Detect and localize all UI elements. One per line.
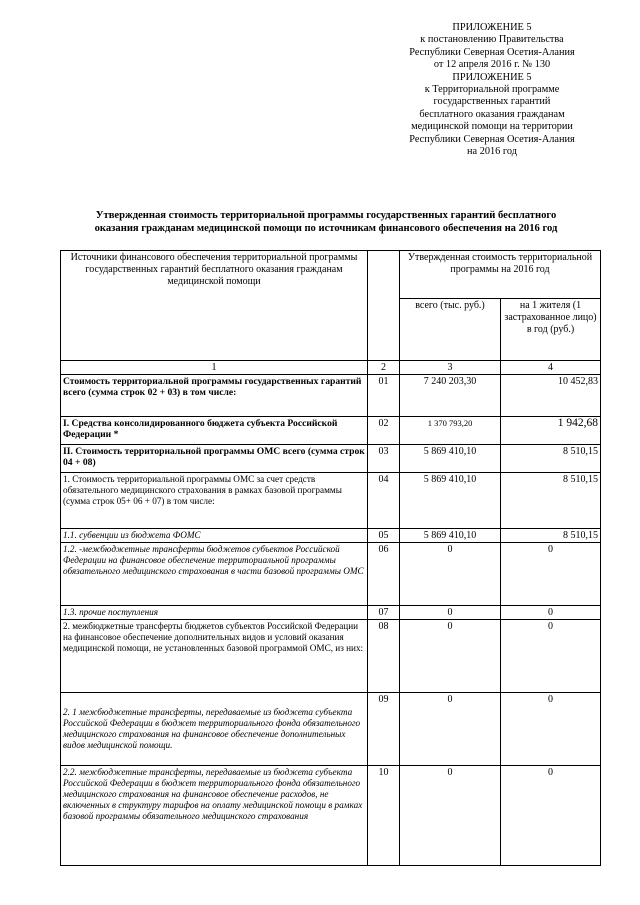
row-label: I. Средства консолидированного бюджета субъекта Российской Федерации * xyxy=(61,417,368,445)
row-label: 2. межбюджетные трансферты бюджетов субъектов Российской Федерации на финансовое обеспечение дополнительных видов и условий оказания медицинской помощи, не установленных базовой программой ОМС, из них: xyxy=(61,620,368,693)
table-row xyxy=(61,543,601,606)
row-label: 2.2. межбюджетные трансферты, передаваемые из бюджета субъекта Российской Федерации в бюджет территориального фонда обязательного медицинского страхования на финансовое обеспечение расходов, не включенных в структуру тарифов на оплату медицинской помощи в рамках базовой программы обязательного медицинского страхования xyxy=(61,766,368,866)
header-approved: Утвержденная стоимость территориальной программы на 2016 год xyxy=(400,251,601,299)
column-number: 2 xyxy=(368,361,400,375)
row-code: 08 xyxy=(368,620,400,693)
appendix-line: на 2016 год xyxy=(467,146,517,158)
row-code: 06 xyxy=(368,543,400,606)
title-line-1: Утвержденная стоимость территориальной программы государственных гарантий бесплатного xyxy=(95,210,557,221)
row-total: 0 xyxy=(400,766,501,866)
row-total: 0 xyxy=(400,620,501,693)
column-number: 1 xyxy=(61,361,368,375)
row-label: 1.3. прочие поступления xyxy=(61,606,368,620)
row-total: 0 xyxy=(400,606,501,620)
table-row xyxy=(61,529,601,543)
row-code: 10 xyxy=(368,766,400,866)
header-per-capita: на 1 жителя (1 застрахованное лицо) в год (руб.) xyxy=(501,299,601,361)
row-code: 02 xyxy=(368,417,400,445)
row-code: 01 xyxy=(368,375,400,417)
document-title xyxy=(40,209,612,235)
appendix-line: Республики Северная Осетия-Алания xyxy=(409,133,575,145)
table-row xyxy=(61,606,601,620)
row-label: 1.2. -межбюджетные трансферты бюджетов субъектов Российской Федерации на финансовое обеспечение территориальной программы обязательного медицинского страхования в части базовой программы ОМС xyxy=(61,543,368,606)
cost-table xyxy=(60,250,601,866)
row-per-capita: 0 xyxy=(501,766,601,866)
table-row xyxy=(61,620,601,693)
appendix-block xyxy=(382,22,602,158)
row-code: 07 xyxy=(368,606,400,620)
row-total: 0 xyxy=(400,693,501,766)
row-total: 7 240 203,30 xyxy=(400,375,501,417)
row-label: Стоимость территориальной программы государственных гарантий всего (сумма строк 02 + 03) в том числе: xyxy=(61,375,368,417)
appendix-line: государственных гарантий xyxy=(433,96,551,108)
appendix-line: ПРИЛОЖЕНИЕ 5 xyxy=(452,71,532,83)
row-per-capita: 0 xyxy=(501,620,601,693)
appendix-line: медицинской помощи на территории xyxy=(411,121,573,133)
row-code: 09 xyxy=(368,693,400,766)
row-total: 1 370 793,20 xyxy=(400,417,501,445)
table-row xyxy=(61,445,601,473)
row-per-capita: 0 xyxy=(501,543,601,606)
row-per-capita: 8 510,15 xyxy=(501,529,601,543)
title-line-2: оказания гражданам медицинской помощи по источникам финансового обеспечения на 2016 год xyxy=(94,223,558,234)
row-label: 2. 1 межбюджетные трансферты, передаваемые из бюджета субъекта Российской Федерации в бюджет территориального фонда обязательного медицинского страхования на финансовое обеспечение дополнительных видов медицинской помощи. xyxy=(61,693,368,766)
appendix-line: к постановлению Правительства xyxy=(420,34,564,46)
row-label: 1.1. субвенции из бюджета ФОМС xyxy=(61,529,368,543)
table-row xyxy=(61,417,601,445)
column-number: 4 xyxy=(501,361,601,375)
appendix-line: ПРИЛОЖЕНИЕ 5 xyxy=(452,22,532,33)
row-label: 1. Стоимость территориальной программы ОМС за счет средств обязательного медицинского страхования в рамках базовой программы (сумма строк 05+ 06 + 07) в том числе: xyxy=(61,473,368,529)
column-number: 3 xyxy=(400,361,501,375)
table-row xyxy=(61,375,601,417)
table-row xyxy=(61,473,601,529)
row-code: 05 xyxy=(368,529,400,543)
appendix-line: бесплатного оказания гражданам xyxy=(419,108,565,120)
appendix-line: от 12 апреля 2016 г. № 130 xyxy=(433,59,551,71)
appendix-line: к Территориальной программе xyxy=(424,84,560,96)
row-per-capita: 1 942,68 xyxy=(501,417,601,445)
row-per-capita: 0 xyxy=(501,693,601,766)
header-source: Источники финансового обеспечения территориальной программы государственных гарантий бесплатного оказания гражданам медицинской помощи xyxy=(61,251,368,361)
row-per-capita: 0 xyxy=(501,606,601,620)
header-code xyxy=(368,251,400,361)
row-per-capita: 8 510,15 xyxy=(501,473,601,529)
appendix-line: Республики Северная Осетия-Алания xyxy=(409,46,575,58)
row-total: 0 xyxy=(400,543,501,606)
row-total: 5 869 410,10 xyxy=(400,445,501,473)
table-row xyxy=(61,693,601,766)
header-total: всего (тыс. руб.) xyxy=(400,299,501,361)
row-code: 03 xyxy=(368,445,400,473)
row-label: II. Стоимость территориальной программы ОМС всего (сумма строк 04 + 08) xyxy=(61,445,368,473)
row-per-capita: 8 510,15 xyxy=(501,445,601,473)
row-code: 04 xyxy=(368,473,400,529)
table-row xyxy=(61,766,601,866)
row-total: 5 869 410,10 xyxy=(400,529,501,543)
row-per-capita: 10 452,83 xyxy=(501,375,601,417)
row-total: 5 869 410,10 xyxy=(400,473,501,529)
